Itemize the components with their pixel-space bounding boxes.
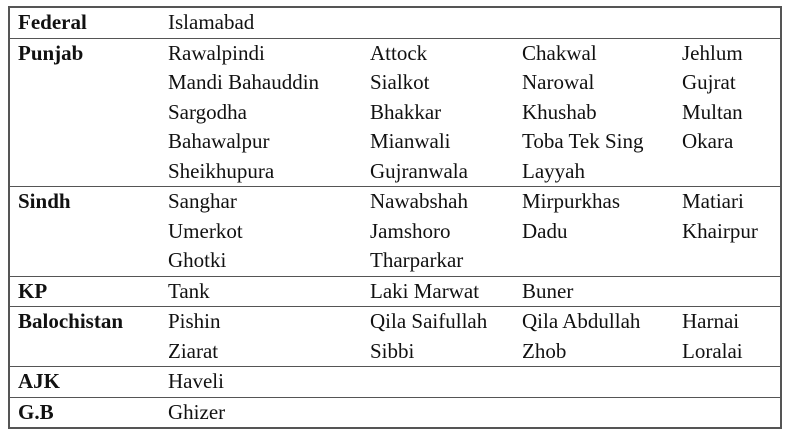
province-name: KP <box>18 278 48 303</box>
district-column-cell <box>682 38 781 187</box>
district-column-cell <box>522 38 682 187</box>
district-column-cell <box>168 276 370 307</box>
district-column-cell <box>682 367 781 398</box>
district-column-cell <box>168 307 370 367</box>
table-row <box>9 367 781 398</box>
district-column-cell <box>168 7 370 38</box>
district-name: Loralai <box>682 338 743 363</box>
district-name: Sialkot <box>370 70 430 94</box>
district-name: Narowal <box>522 70 595 94</box>
district-name: Ziarat <box>168 338 219 363</box>
district-name: Nawabshah <box>370 189 468 213</box>
districts-table <box>8 6 782 429</box>
district-name: Khairpur <box>682 218 758 243</box>
district-column-cell <box>522 276 682 307</box>
table-row <box>9 187 781 277</box>
table-row <box>9 307 781 367</box>
province-cell <box>9 187 168 277</box>
province-cell <box>9 397 168 428</box>
table-row <box>9 7 781 38</box>
province-cell <box>9 307 168 367</box>
district-name: Dadu <box>522 218 568 243</box>
district-column-cell <box>682 276 781 307</box>
table-row <box>9 38 781 187</box>
district-name: Buner <box>522 278 574 303</box>
district-name: Laki Marwat <box>370 278 480 303</box>
district-column-cell <box>370 187 522 277</box>
table-row <box>9 397 781 428</box>
district-column-cell <box>370 307 522 367</box>
province-name: Federal <box>18 10 87 34</box>
table-row <box>9 276 781 307</box>
province-name: AJK <box>18 369 60 393</box>
district-name: Sanghar <box>168 189 237 213</box>
province-cell <box>9 276 168 307</box>
district-column-cell <box>682 7 781 38</box>
district-name: Khushab <box>522 99 597 124</box>
district-name: Chakwal <box>522 40 597 65</box>
district-name: Bahawalpur <box>168 129 270 153</box>
district-name: Gujrat <box>682 70 736 94</box>
district-column-cell <box>522 187 682 277</box>
district-name: Tank <box>168 278 210 303</box>
district-column-cell <box>522 397 682 428</box>
district-name: Bhakkar <box>370 99 442 124</box>
district-name: Mirpurkhas <box>522 189 620 213</box>
table-body <box>9 7 781 428</box>
district-name: Haveli <box>168 369 224 393</box>
district-name: Toba Tek Sing <box>522 129 644 153</box>
district-name: Sheikhupura <box>168 158 275 183</box>
district-column-cell <box>168 397 370 428</box>
district-name: Okara <box>682 129 734 153</box>
province-name: Punjab <box>18 40 84 65</box>
district-column-cell <box>682 187 781 277</box>
district-column-cell <box>370 276 522 307</box>
district-name: Tharparkar <box>370 248 464 272</box>
district-name: Harnai <box>682 309 740 333</box>
district-column-cell <box>370 397 522 428</box>
district-column-cell <box>682 307 781 367</box>
district-column-cell <box>522 367 682 398</box>
district-name: Ghizer <box>168 399 226 424</box>
district-name: Layyah <box>522 158 585 183</box>
district-column-cell <box>168 187 370 277</box>
district-name: Sibbi <box>370 338 415 363</box>
district-column-cell <box>370 367 522 398</box>
district-column-cell <box>168 367 370 398</box>
district-name: Sargodha <box>168 99 247 124</box>
district-name: Qila Abdullah <box>522 309 641 333</box>
district-column-cell <box>168 38 370 187</box>
district-name: Matiari <box>682 189 744 213</box>
province-cell <box>9 367 168 398</box>
district-name: Gujranwala <box>370 158 468 183</box>
district-name: Umerkot <box>168 218 243 243</box>
district-column-cell <box>522 7 682 38</box>
district-name: Ghotki <box>168 248 227 272</box>
district-name: Mandi Bahauddin <box>168 70 320 94</box>
district-name: Attock <box>370 40 428 65</box>
district-column-cell <box>370 7 522 38</box>
district-name: Pishin <box>168 309 221 333</box>
district-name: Qila Saifullah <box>370 309 488 333</box>
district-column-cell <box>370 38 522 187</box>
district-column-cell <box>522 307 682 367</box>
province-cell <box>9 38 168 187</box>
district-name: Multan <box>682 99 743 124</box>
province-cell <box>9 7 168 38</box>
district-column-cell <box>682 397 781 428</box>
district-name: Islamabad <box>168 10 255 34</box>
district-name: Jehlum <box>682 40 743 65</box>
district-name: Rawalpindi <box>168 40 265 65</box>
province-name: G.B <box>18 399 54 424</box>
district-name: Zhob <box>522 338 567 363</box>
province-name: Balochistan <box>18 309 124 333</box>
district-name: Jamshoro <box>370 218 451 243</box>
province-name: Sindh <box>18 189 71 213</box>
district-name: Mianwali <box>370 129 451 153</box>
